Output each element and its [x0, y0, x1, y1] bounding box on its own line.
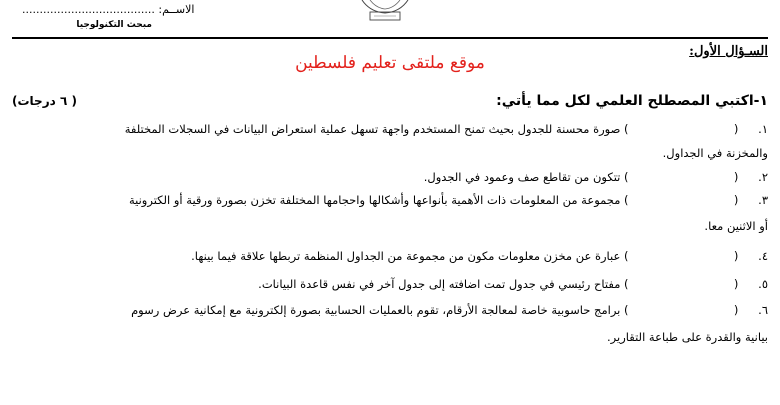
item-text: تتكون من تقاطع صف وعمود في الجدول.	[423, 170, 621, 184]
item-number: ٦.	[758, 303, 768, 317]
item-continuation: أو الاثنين معا.	[704, 219, 768, 233]
list-item	[129, 193, 768, 207]
open-paren: (	[733, 193, 739, 207]
name-label: الاســم:	[158, 3, 195, 16]
name-blank: ......................................	[22, 3, 155, 16]
item-text: مجموعة من المعلومات ذات الأهمية بأنواعها وأشكالها واحجامها المختلفة تخزن بصورة ورقية أو الكترونية	[128, 193, 621, 207]
list-item	[191, 249, 768, 263]
item-number: ٣.	[758, 193, 768, 207]
open-paren: (	[733, 277, 739, 291]
item-text: صورة محسنة للجدول بحيث تمنح المستخدم واجهة تسهل عملية استعراض البيانات في السجلات المختلفة	[124, 122, 621, 136]
close-paren: )	[624, 170, 629, 184]
item-continuation: والمخزنة في الجداول.	[662, 146, 768, 160]
list-item	[131, 303, 768, 317]
emblem-icon	[340, 0, 430, 22]
open-paren: (	[733, 303, 739, 317]
item-number: ٤.	[758, 249, 768, 263]
list-item	[125, 122, 768, 136]
item-text: برامج حاسوبية خاصة لمعالجة الأرقام، تقوم بالعمليات الحسابية بصورة إلكترونية مع إمكانية عرض رسوم	[131, 303, 621, 317]
item-text: مفتاح رئيسي في جدول تمت اضافته إلى جدول آخر في نفس قاعدة البيانات.	[258, 277, 621, 291]
list-item	[424, 170, 768, 184]
item-continuation: بيانية والقدرة على طباعة التقارير.	[607, 330, 768, 344]
item-number: ١.	[758, 122, 768, 136]
close-paren: )	[624, 193, 629, 207]
close-paren: )	[624, 122, 629, 136]
site-name: موقع ملتقى تعليم فلسطين	[295, 53, 485, 73]
open-paren: (	[733, 249, 739, 263]
list-item	[258, 277, 768, 291]
instruction: ١-اكتبي المصطلح العلمي لكل مما يأتي:	[496, 93, 768, 109]
open-paren: (	[733, 122, 739, 136]
close-paren: )	[624, 277, 629, 291]
department-line: مبحث التكنولوجيا	[76, 20, 152, 30]
name-field	[22, 3, 194, 16]
close-paren: )	[624, 249, 629, 263]
item-number: ٢.	[758, 170, 768, 184]
question-title: السـؤال الأول:	[689, 44, 768, 59]
item-number: ٥.	[758, 277, 768, 291]
close-paren: )	[624, 303, 629, 317]
marks: ( ٦ درجات)	[12, 94, 77, 108]
header-divider	[12, 37, 768, 39]
item-text: عبارة عن مخزن معلومات مكون من مجموعة من الجداول المنظمة تربطها علاقة فيما بينها.	[191, 249, 621, 263]
open-paren: (	[733, 170, 739, 184]
